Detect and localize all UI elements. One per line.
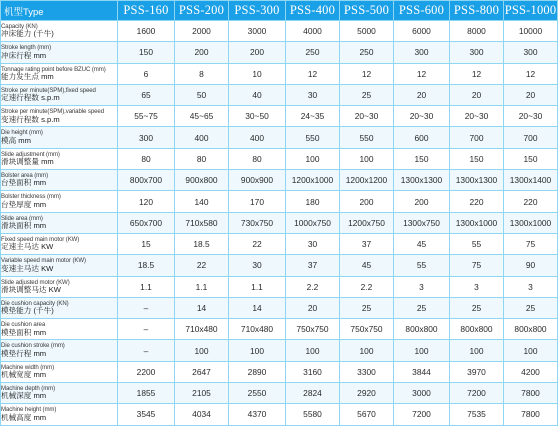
spec-label — [1, 106, 118, 127]
spec-value: 3 — [450, 276, 504, 297]
spec-value: 12 — [394, 63, 450, 84]
spec-value: 55 — [450, 233, 504, 254]
spec-value: 400 — [229, 127, 286, 148]
spec-value: 750x750 — [340, 319, 394, 340]
spec-value: 45 — [340, 255, 394, 276]
spec-label-en: Fixed speed main motor (KW) — [1, 235, 80, 243]
spec-value: 400 — [175, 127, 229, 148]
spec-value: 2200 — [118, 361, 175, 382]
spec-value: 650x700 — [118, 212, 175, 233]
spec-value: 50 — [175, 84, 229, 105]
table-row — [1, 319, 558, 340]
spec-value: 22 — [175, 255, 229, 276]
spec-label-zh: 能力发生点 mm — [1, 71, 54, 81]
spec-label-en: Die cushion stroke (mm) — [1, 342, 65, 350]
spec-value: 20~30 — [394, 106, 450, 127]
spec-value: 550 — [286, 127, 340, 148]
spec-value: 12 — [504, 63, 558, 84]
spec-value: 710x580 — [175, 212, 229, 233]
spec-value: 3000 — [394, 383, 450, 404]
spec-value: 3844 — [394, 361, 450, 382]
spec-value: 7800 — [504, 383, 558, 404]
spec-label-zh: 模垫行程 mm — [1, 348, 47, 358]
spec-value: 30~50 — [229, 106, 286, 127]
table-row — [1, 191, 558, 212]
spec-value: 3970 — [450, 361, 504, 382]
spec-label — [1, 148, 118, 169]
spec-value: 2647 — [175, 361, 229, 382]
spec-value: 4034 — [175, 404, 229, 425]
spec-label-en: Stroke per minute(SPM),fixed speed — [1, 86, 96, 94]
spec-value: 1200x1200 — [340, 170, 394, 191]
spec-value: 150 — [394, 148, 450, 169]
spec-value: 20 — [286, 297, 340, 318]
spec-label-zh: 定速主马达 KW — [1, 242, 54, 252]
spec-value: 150 — [118, 42, 175, 63]
spec-label-en: Slide area (mm) — [1, 214, 43, 222]
spec-value: 1300x1400 — [504, 170, 558, 191]
spec-value: 24~35 — [286, 106, 340, 127]
spec-value: 25 — [340, 297, 394, 318]
spec-label-zh: 机械高度 mm — [1, 412, 47, 422]
model-header: PSS-300 — [229, 1, 286, 21]
table-row — [1, 63, 558, 84]
spec-value: 7200 — [450, 383, 504, 404]
spec-value: 710x480 — [229, 319, 286, 340]
spec-value: 100 — [504, 340, 558, 361]
spec-value: 30 — [286, 233, 340, 254]
spec-value: 2.2 — [340, 276, 394, 297]
spec-value: 300 — [504, 42, 558, 63]
spec-body — [1, 21, 558, 426]
spec-value: 20 — [450, 84, 504, 105]
table-row — [1, 21, 558, 42]
spec-value: 2920 — [340, 383, 394, 404]
spec-value: 1.1 — [229, 276, 286, 297]
table-row — [1, 127, 558, 148]
spec-label-en: Stroke per minute(SPM),variable speed — [1, 108, 104, 116]
spec-label-zh: 冲床行程 mm — [1, 50, 47, 60]
spec-label — [1, 21, 118, 42]
spec-label — [1, 276, 118, 297]
table-row — [1, 106, 558, 127]
table-row — [1, 42, 558, 63]
spec-label-en: Machine depth (mm) — [1, 385, 56, 393]
spec-label-en: Bolster area (mm) — [1, 172, 49, 180]
table-row — [1, 233, 558, 254]
spec-value: 22 — [229, 233, 286, 254]
spec-label — [1, 42, 118, 63]
model-header: PSS-1000 — [504, 1, 558, 21]
spec-value: – — [118, 340, 175, 361]
spec-value: 200 — [229, 42, 286, 63]
spec-value: 25 — [450, 297, 504, 318]
spec-value: 2000 — [175, 21, 229, 42]
spec-value: 2.2 — [286, 276, 340, 297]
spec-value: 18.5 — [118, 255, 175, 276]
spec-value: 1.1 — [175, 276, 229, 297]
spec-value: 3300 — [340, 361, 394, 382]
spec-value: 25 — [504, 297, 558, 318]
spec-value: 4000 — [286, 21, 340, 42]
table-row — [1, 361, 558, 382]
spec-label — [1, 297, 118, 318]
table-row — [1, 404, 558, 425]
spec-value: 200 — [394, 191, 450, 212]
spec-label-zh: 滑块调整马达 KW — [1, 284, 61, 294]
spec-value: 900x800 — [175, 170, 229, 191]
spec-value: 1.1 — [118, 276, 175, 297]
spec-value: 5000 — [340, 21, 394, 42]
spec-value: 40 — [229, 84, 286, 105]
spec-value: 55~75 — [118, 106, 175, 127]
spec-value: 100 — [175, 340, 229, 361]
spec-value: 200 — [175, 42, 229, 63]
spec-value: 12 — [450, 63, 504, 84]
spec-label-en: Machine height (mm) — [1, 406, 57, 414]
spec-value: 140 — [175, 191, 229, 212]
spec-value: 1200x1000 — [286, 170, 340, 191]
spec-value: 180 — [286, 191, 340, 212]
spec-value: 100 — [450, 340, 504, 361]
table-row — [1, 255, 558, 276]
spec-value: 2105 — [175, 383, 229, 404]
spec-value: 750x750 — [286, 319, 340, 340]
spec-label-en: Stroke length (mm) — [1, 44, 52, 52]
spec-value: 120 — [118, 191, 175, 212]
model-header: PSS-400 — [286, 1, 340, 21]
spec-label-en: Die cushion area — [1, 321, 46, 329]
spec-label — [1, 233, 118, 254]
spec-value: 100 — [286, 340, 340, 361]
model-header: PSS-600 — [394, 1, 450, 21]
spec-value: 7200 — [394, 404, 450, 425]
spec-value: 1600 — [118, 21, 175, 42]
spec-value: 100 — [286, 148, 340, 169]
spec-label-en: Slide adjustment (mm) — [1, 150, 60, 158]
spec-value: 20~30 — [340, 106, 394, 127]
spec-value: 800x800 — [450, 319, 504, 340]
spec-label-zh: 滑块调整量 mm — [1, 157, 54, 167]
spec-value: 8 — [175, 63, 229, 84]
spec-label-en: Die height (mm) — [1, 129, 43, 137]
spec-value: – — [118, 297, 175, 318]
spec-label — [1, 340, 118, 361]
spec-value: 65 — [118, 84, 175, 105]
spec-label — [1, 383, 118, 404]
spec-value: 12 — [340, 63, 394, 84]
spec-label-zh: 台垫厚度 mm — [1, 199, 47, 209]
spec-value: 250 — [286, 42, 340, 63]
table-row — [1, 170, 558, 191]
spec-value: 20 — [504, 84, 558, 105]
spec-value: 300 — [450, 42, 504, 63]
spec-value: 250 — [340, 42, 394, 63]
spec-label — [1, 361, 118, 382]
table-row — [1, 276, 558, 297]
spec-value: 2824 — [286, 383, 340, 404]
spec-label-en: Machine width (mm) — [1, 363, 55, 371]
spec-value: 3545 — [118, 404, 175, 425]
spec-value: 14 — [175, 297, 229, 318]
spec-value: 25 — [340, 84, 394, 105]
spec-value: 300 — [118, 127, 175, 148]
spec-value: 220 — [450, 191, 504, 212]
spec-value: 20~30 — [450, 106, 504, 127]
spec-value: 4200 — [504, 361, 558, 382]
spec-value: 1300x1300 — [394, 170, 450, 191]
spec-value: 80 — [175, 148, 229, 169]
spec-value: 80 — [229, 148, 286, 169]
spec-value: 5580 — [286, 404, 340, 425]
table-row — [1, 297, 558, 318]
spec-value: 14 — [229, 297, 286, 318]
spec-value: 25 — [394, 297, 450, 318]
spec-value: – — [118, 319, 175, 340]
spec-value: 220 — [504, 191, 558, 212]
spec-value: 300 — [394, 42, 450, 63]
spec-label-en: Slide adjusted motor (KW) — [1, 278, 70, 286]
spec-value: 15 — [118, 233, 175, 254]
spec-label — [1, 170, 118, 191]
spec-label-zh: 冲床能力 (千牛) — [1, 29, 54, 39]
spec-label-zh: 模垫能力 (千牛) — [1, 306, 54, 316]
header-type-label: 机型Type — [1, 1, 118, 21]
spec-value: 8000 — [450, 21, 504, 42]
spec-value: 45 — [394, 233, 450, 254]
spec-value: 37 — [340, 233, 394, 254]
spec-value: 1300x1000 — [450, 212, 504, 233]
spec-value: 6 — [118, 63, 175, 84]
spec-label-en: Variable speed main motor (KW) — [1, 257, 86, 265]
model-header: PSS-160 — [118, 1, 175, 21]
spec-value: 20~30 — [504, 106, 558, 127]
spec-label — [1, 191, 118, 212]
spec-value: 45~65 — [175, 106, 229, 127]
spec-value: 1000x750 — [286, 212, 340, 233]
spec-value: 3 — [394, 276, 450, 297]
spec-value: 150 — [450, 148, 504, 169]
model-header: PSS-800 — [450, 1, 504, 21]
spec-value: 2890 — [229, 361, 286, 382]
spec-label — [1, 212, 118, 233]
spec-value: 18.5 — [175, 233, 229, 254]
spec-value: 3000 — [229, 21, 286, 42]
model-header: PSS-500 — [340, 1, 394, 21]
spec-label-en: Capacity (KN) — [1, 22, 38, 30]
spec-value: 170 — [229, 191, 286, 212]
spec-value: 800x800 — [394, 319, 450, 340]
table-row — [1, 212, 558, 233]
table-row — [1, 148, 558, 169]
spec-value: 800x700 — [118, 170, 175, 191]
spec-value: 1200x750 — [340, 212, 394, 233]
spec-value: 800x800 — [504, 319, 558, 340]
spec-value: 55 — [394, 255, 450, 276]
spec-value: 3 — [504, 276, 558, 297]
spec-value: 1300x1300 — [450, 170, 504, 191]
spec-value: 100 — [340, 340, 394, 361]
spec-value: 700 — [504, 127, 558, 148]
spec-label — [1, 127, 118, 148]
spec-label — [1, 84, 118, 105]
spec-value: 5670 — [340, 404, 394, 425]
spec-value: 7535 — [450, 404, 504, 425]
spec-value: 1300x750 — [394, 212, 450, 233]
spec-label-en: Tonnage rating point before BZUC (mm) — [1, 65, 106, 73]
spec-value: 10 — [229, 63, 286, 84]
spec-value: 75 — [504, 233, 558, 254]
header-row — [1, 1, 558, 21]
spec-label-zh: 模高 mm — [1, 135, 31, 145]
spec-value: 700 — [450, 127, 504, 148]
spec-value: 90 — [504, 255, 558, 276]
spec-label-zh: 机械深度 mm — [1, 391, 47, 401]
spec-label-zh: 变速行程数 s.p.m — [1, 114, 60, 124]
spec-label — [1, 255, 118, 276]
spec-value: 550 — [340, 127, 394, 148]
spec-label-zh: 台垫面积 mm — [1, 178, 47, 188]
spec-value: 30 — [229, 255, 286, 276]
spec-value: 7800 — [504, 404, 558, 425]
spec-label-zh: 模垫面积 mm — [1, 327, 47, 337]
table-row — [1, 84, 558, 105]
spec-value: 30 — [286, 84, 340, 105]
spec-value: 100 — [394, 340, 450, 361]
spec-value: 20 — [394, 84, 450, 105]
spec-label-zh: 变速主马达 KW — [1, 263, 54, 273]
spec-value: 100 — [340, 148, 394, 169]
spec-value: 2550 — [229, 383, 286, 404]
spec-label-zh: 滑块面积 mm — [1, 221, 47, 231]
spec-label-zh: 机械宽度 mm — [1, 370, 47, 380]
spec-label-en: Die cushion capacity (KN) — [1, 299, 69, 307]
spec-value: 4370 — [229, 404, 286, 425]
spec-value: 710x480 — [175, 319, 229, 340]
spec-value: 730x750 — [229, 212, 286, 233]
model-header: PSS-200 — [175, 1, 229, 21]
spec-value: 600 — [394, 127, 450, 148]
spec-value: 6000 — [394, 21, 450, 42]
table-row — [1, 340, 558, 361]
spec-value: 1300x1000 — [504, 212, 558, 233]
spec-value: 37 — [286, 255, 340, 276]
spec-value: 100 — [229, 340, 286, 361]
spec-value: 200 — [340, 191, 394, 212]
spec-value: 3160 — [286, 361, 340, 382]
table-row — [1, 383, 558, 404]
spec-value: 75 — [450, 255, 504, 276]
spec-value: 80 — [118, 148, 175, 169]
spec-value: 900x900 — [229, 170, 286, 191]
spec-value: 10000 — [504, 21, 558, 42]
spec-label — [1, 319, 118, 340]
spec-value: 12 — [286, 63, 340, 84]
spec-value: 150 — [504, 148, 558, 169]
spec-label — [1, 404, 118, 425]
spec-label-en: Bolster thickness (mm) — [1, 193, 61, 201]
spec-label-zh: 定速行程数 s.p.m — [1, 93, 60, 103]
spec-label — [1, 63, 118, 84]
spec-value: 1855 — [118, 383, 175, 404]
